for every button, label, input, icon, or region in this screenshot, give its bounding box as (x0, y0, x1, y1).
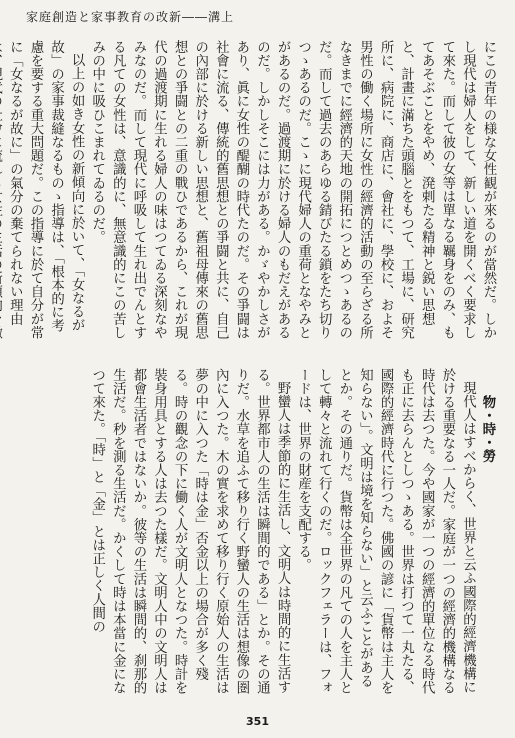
page-number: 351 (246, 715, 269, 728)
upper-paragraph-1: にこの青年の様な女性観が來るのが當然だ。しかし現代は婦人をして、新しい道を開くべく要求して來た。而して彼の女等は單なる羈身をのみ、もてあそぶことをやめ、溌剌たる精神と鋭い思想と、計畫に滿ちた頭腦とをもつて、工場に、研究所に、病院に、商店に、會社に、學校に、およそ男性の働く場所に女性の經濟的活動の至らざる所なきまでに經濟的天地の開拓につとめつゝあるのだ。而して過去のあらゆる錆びたる鎖をたち切りつゝあるのだ。こゝに現代婦人の重荷となやみとがあるのだ。過渡期に於ける婦人のもだえがあるのだ。しかしそこには力がある。かゞやかしさがあり、眞に女性の醍醐の時代たのだ。その爭闘は社會に流る、傳統的舊思想との爭闘と共に、自己の內部に於ける新しい思想と、舊祖母傳來の舊思想との爭闘との二重の戰ひであるから、これが現代の過渡期に生れる婦人の味はつてゐる深刻なやみなのだ。而して現代に呼吸して生れ出でんとする凡ての女性は、意識的に、無意識的にこの苦しみの中に吸ひこまれてゐるのだ。 (89, 40, 496, 340)
upper-text-block (7, 40, 498, 345)
lower-text-block (12, 368, 498, 700)
running-header: 家庭創造と家事教育の改新――溝上 (26, 10, 235, 24)
lower-paragraph-2: 野蠻人は季節的に生活し、文明人は時間的に生活する。世界都市人の生活は瞬間的である」とか。その通りだ。水草を追ふて移り行く野蠻人の生活は想像の圏內に入つた。木の實を求めて移り行く原始人の生活は夢の中に入つた「時は金」否金以上の場合が多く殘る。時の觀念の下に働く人が文明人となつた。時計を裝身用具とする人は去つた樣だ。文明人中の文明人は都會生活者ではないか。彼等の生活は瞬間的、刹那的生活だ。秒を測る生活だ。かくして時は本當に金になつて來た。「時」と「金」とは正しく人間の (89, 368, 291, 695)
upper-paragraph-2: 以上の如き女性の新傾向に於いて、「女なるが故」の家事裁縫なるものゝ指導は、「根本的に考慮を要する重大問題だ。この指導に於て自分が常に「女なるが故に」の氣分の棄てられない理由 (7, 40, 85, 340)
lower-paragraph-1: 現代人はすべからく、世界と云ふ國際的經濟機構に於ける重要なる一人だ。家庭が一つの經濟的機構なる時代は去つた。今や國家が一つの經濟的單位なる時代も正に去らんとしつゝある。世界は打つて一丸たる、國際的經濟時代に行つた。佛國の諺に「貨幣は主人を知らない」。文明は境を知らない」と云ふことがあるとか。その通りだ。貨幣は全世界の凡ての人を主人として轉々と流れて行くのだ。ロックフェラーは、フォードは、世界の財産を支配する。 (295, 368, 476, 695)
section-heading: 物・時・勞 (480, 394, 496, 463)
